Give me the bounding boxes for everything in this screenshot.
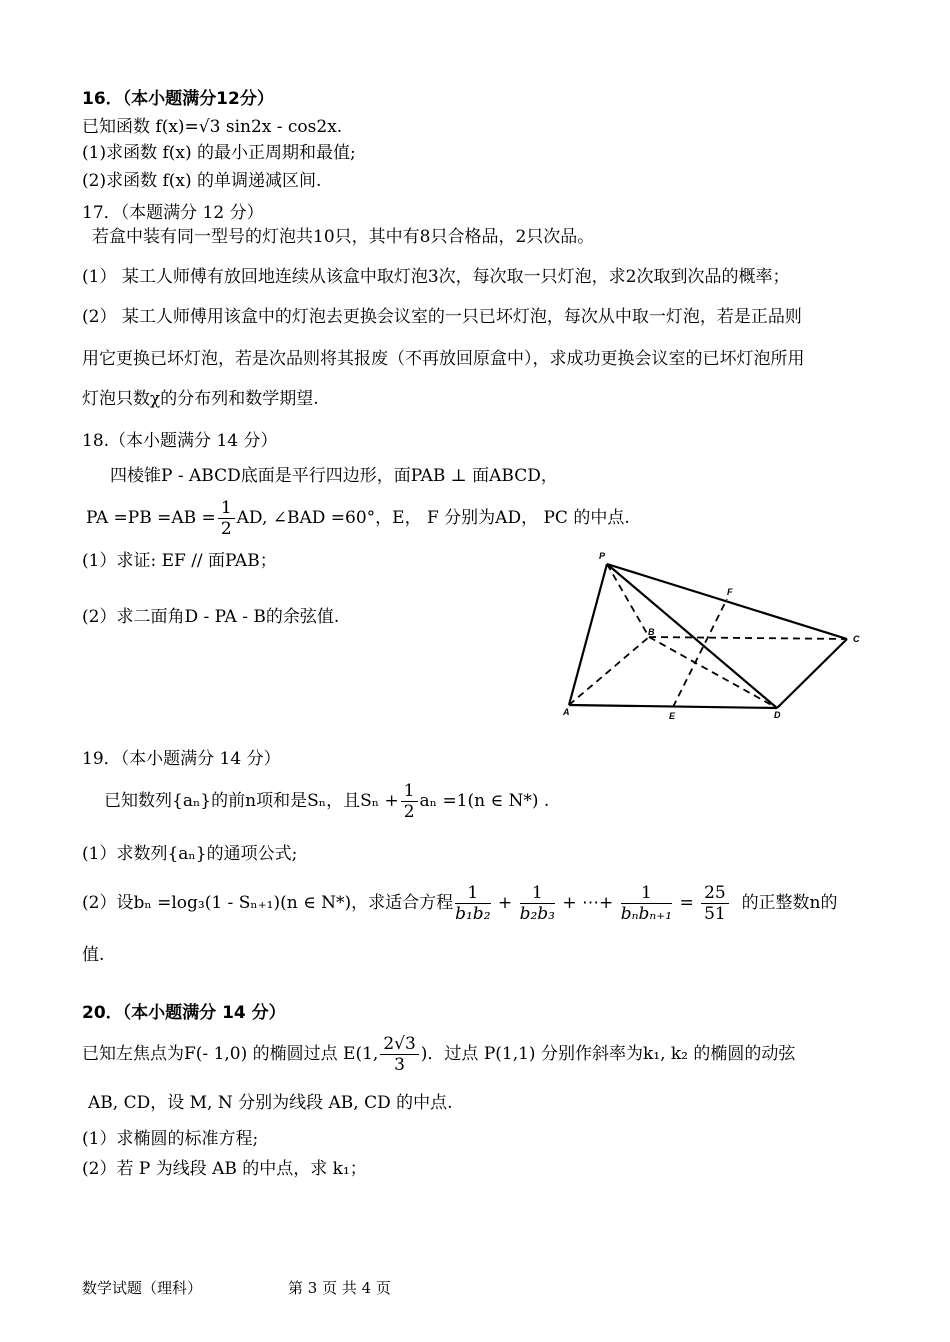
q20-line1-pre: 已知左焦点为F(- 1,0) 的椭圆过点 E(1,: [82, 1044, 379, 1064]
q18-frac-den: 2: [220, 519, 232, 539]
q19-term-n: [621, 883, 672, 924]
q19-term1-den: b₁b₂: [455, 904, 491, 924]
q18-half-fraction: [218, 498, 235, 539]
q17-part1: (1） 某工人师傅有放回地连续从该盒中取灯泡3次，每次取一只灯泡，求2次取到次品的概率；: [82, 267, 790, 287]
edge-bd: [649, 637, 777, 708]
q16-title: 16．（本小题满分12分）: [82, 89, 274, 109]
q19-frac-den: 2: [403, 802, 415, 822]
q18-frac-num: 1: [218, 498, 235, 519]
q19-term2-num: 1: [520, 883, 555, 904]
label-b: B: [648, 627, 655, 637]
footer-subject: 数学试题（理科）: [82, 1279, 203, 1297]
q20-line1: [82, 1030, 795, 1078]
q19-part2-line2: 值.: [82, 945, 105, 965]
q19-term-n-num: 1: [621, 883, 672, 904]
q18-title: 18.（本小题满分 14 分）: [82, 431, 278, 451]
edge-bc: [649, 637, 847, 639]
edge-dc: [777, 639, 847, 708]
label-d: D: [774, 710, 781, 720]
q19-term1: [455, 883, 490, 924]
footer-page-number: 第 3 页 共 4 页: [288, 1279, 391, 1297]
edge-pd: [607, 564, 777, 708]
q19-part2-pre: (2）设bₙ =log₃(1 - Sₙ₊₁)(n ∈ N*)，求适合方程: [82, 893, 454, 913]
q20-line2: AB, CD，设 M, N 分别为线段 AB, CD 的中点.: [88, 1093, 453, 1113]
q19-title: 19．（本小题满分 14 分）: [82, 749, 281, 769]
q19-rhs: [701, 883, 729, 924]
q17-title: 17．（本题满分 12 分）: [82, 203, 264, 223]
q20-line1-post: )．过点 P(1,1) 分别作斜率为k₁, k₂ 的椭圆的动弦: [420, 1044, 796, 1064]
q20-part1: (1）求椭圆的标准方程;: [82, 1129, 259, 1149]
q20-fraction: [380, 1034, 418, 1075]
q19-part2-post: 的正整数n的: [741, 893, 838, 913]
q20-frac-num: 2√3: [380, 1034, 418, 1055]
q18-intro: 四棱锥P - ABCD底面是平行四边形，面PAB ⊥ 面ABCD，: [110, 466, 558, 486]
q19-rhs-den: 51: [704, 904, 726, 924]
q18-cond-pre: PA =PB =AB =: [86, 508, 216, 528]
q20-title: 20．（本小题满分 14 分）: [82, 1003, 286, 1023]
q20-frac-den: 3: [394, 1055, 405, 1075]
q20-part2: (2）若 P 为线段 AB 的中点，求 k₁；: [82, 1159, 367, 1179]
q19-part1: (1）求数列{aₙ}的通项公式;: [82, 844, 298, 864]
q16-intro: 已知函数 f(x)=√3 sin2x - cos2x.: [82, 117, 343, 137]
q19-term2-den: b₂b₃: [519, 904, 555, 924]
q18-cond-post: AD, ∠BAD =60°，E， F 分别为AD， PC 的中点.: [236, 508, 630, 528]
q18-part1: (1）求证: EF // 面PAB；: [82, 551, 277, 571]
q19-frac-num: 1: [401, 781, 418, 802]
q17-part2-line3: 灯泡只数χ的分布列和数学期望.: [82, 389, 319, 409]
q16-part2: (2)求函数 f(x) 的单调递减区间.: [82, 171, 322, 191]
q18-part2: (2）求二面角D - PA - B的余弦值.: [82, 607, 340, 627]
q17-intro: 若盒中装有同一型号的灯泡共10只，其中有8只合格品，2只次品。: [92, 227, 595, 247]
q19-intro-post: aₙ =1(n ∈ N*) .: [419, 791, 550, 811]
label-c: C: [853, 634, 860, 644]
label-p: P: [599, 551, 606, 561]
q19-term2: [520, 883, 555, 924]
label-e: E: [669, 711, 676, 721]
q19-ellipsis: + ⋯+: [562, 893, 614, 913]
q19-half-fraction: [401, 781, 418, 822]
edge-pa: [569, 564, 607, 705]
q17-part2-line2: 用它更换已坏灯泡，若是次品则将其报废（不再放回原盒中），求成功更换会议室的已坏灯泡所用: [82, 349, 805, 369]
label-a: A: [563, 707, 570, 717]
label-f: F: [727, 587, 733, 597]
pyramid-figure: [555, 545, 875, 725]
segment-ef: [673, 599, 727, 707]
q19-intro-pre: 已知数列{aₙ}的前n项和是Sₙ，且Sₙ +: [104, 791, 399, 811]
edge-ab: [569, 637, 649, 705]
q19-part2: (2）设bₙ =log₃(1 - Sₙ₊₁)(n ∈ N*)，求适合方程 $\frac{1}{\text{b₁b₂}}$ + $\frac{1}{\text{b₂b₃}}$ + ⋯+ $\frac{1}{\text{bₙbₙ₊₁}}$ = $\frac{25}{51}$ 的正整数n的: [82, 883, 838, 924]
q19-rhs-num: 25: [701, 883, 729, 904]
q19-term1-num: 1: [455, 883, 490, 904]
q19-intro: [104, 778, 549, 824]
q17-part2-line1: (2） 某工人师傅用该盒中的灯泡去更换会议室的一只已坏灯泡，每次从中取一灯泡，若是正品则: [82, 307, 802, 327]
q18-condition: [86, 495, 630, 541]
q19-term-n-den: bₙbₙ₊₁: [620, 904, 673, 924]
q16-part1: (1)求函数 f(x) 的最小正周期和最值;: [82, 143, 356, 163]
